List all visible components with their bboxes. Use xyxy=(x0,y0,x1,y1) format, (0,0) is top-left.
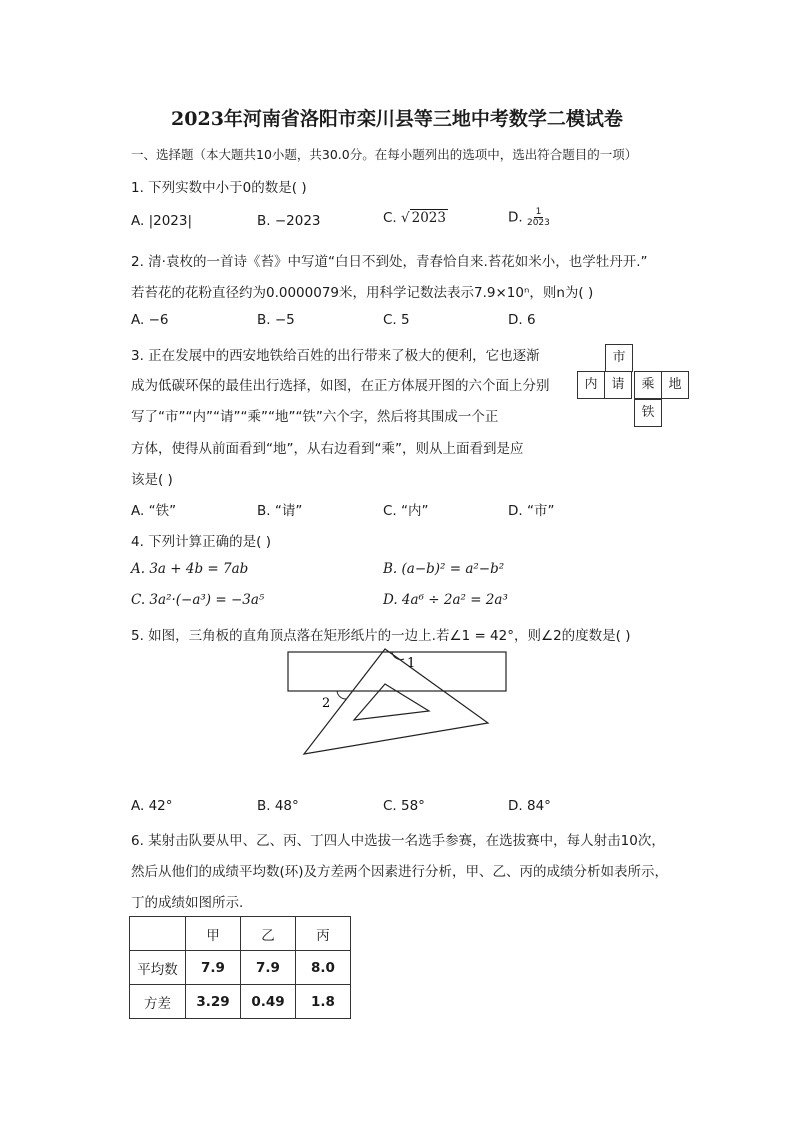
cube-net-figure xyxy=(575,344,690,428)
table-row xyxy=(130,951,351,985)
q5-option-b: B. 48° xyxy=(257,798,299,814)
q2-option-c: C. 5 xyxy=(383,312,410,328)
angle-2-arc xyxy=(337,691,346,699)
net-face-1: 内 xyxy=(577,371,605,399)
table-cell: 7.9 xyxy=(241,951,296,985)
q3-line-4: 方体，使得从前面看到“地”，从右边看到“乘”，则从上面看到是应 xyxy=(131,441,524,457)
q2-option-d: D. 6 xyxy=(508,312,536,328)
table-header-cell: 乙 xyxy=(241,917,296,951)
q4-option-a: A. 3a + 4b = 7ab xyxy=(131,561,249,577)
q4-option-c: C. 3a²·(−a³) = −3a⁵ xyxy=(131,592,265,608)
q1-option-b: B. −2023 xyxy=(257,213,321,229)
q1-option-d xyxy=(508,207,550,228)
net-face-3: 乘 xyxy=(634,371,662,399)
net-face-4: 地 xyxy=(661,371,689,399)
q1-option-d-fraction xyxy=(527,207,550,228)
q2-option-a: A. −6 xyxy=(131,312,169,328)
q5-stem: 5. 如图，三角板的直角顶点落在矩形纸片的一边上.若∠1 = 42°，则∠2的度数是( ) xyxy=(131,628,631,644)
q3-option-c: C. “内” xyxy=(383,503,429,519)
table-cell: 3.29 xyxy=(186,985,241,1019)
q1-option-c-label: C. xyxy=(383,210,397,226)
q3-line-2: 成为低碳环保的最佳出行选择，如图，在正方体展开图的六个面上分别 xyxy=(131,378,550,394)
sqrt-icon: √ 2023 xyxy=(401,210,446,226)
q2-option-b: B. −5 xyxy=(257,312,295,328)
q6-line-1: 6. 某射击队要从甲、乙、丙、丁四人中选拔一名选手参赛，在选拔赛中，每人射击10次， xyxy=(131,833,665,849)
table-cell: 0.49 xyxy=(241,985,296,1019)
table-cell: 1.8 xyxy=(296,985,351,1019)
q5-option-c: C. 58° xyxy=(383,798,425,814)
table-row-label: 平均数 xyxy=(130,951,186,985)
inner-triangle xyxy=(354,684,429,720)
fraction-numerator: 1 xyxy=(535,207,542,217)
q3-option-b: B. “请” xyxy=(257,503,303,519)
table-row-label: 方差 xyxy=(130,985,186,1019)
section-heading: 一、选择题（本大题共10小题，共30.0分。在每小题列出的选项中，选出符合题目的一项） xyxy=(131,147,638,162)
q4-option-d: D. 4a⁶ ÷ 2a² = 2a³ xyxy=(383,592,508,608)
q1-option-c-radicand: 2023 xyxy=(411,210,446,226)
net-face-2: 请 xyxy=(604,371,632,399)
q3-line-5: 该是( ) xyxy=(131,472,173,488)
angle-1-label: 1 xyxy=(407,656,416,671)
net-face-bottom: 铁 xyxy=(634,399,662,427)
q3-line-3: 写了“市”“内”“请”“乘”“地”“铁”六个字，然后将其围成一个正 xyxy=(131,409,499,425)
table-header-cell: 甲 xyxy=(186,917,241,951)
page-title: 2023年河南省洛阳市栾川县等三地中考数学二模试卷 xyxy=(171,108,623,130)
q6-line-3: 丁的成绩如图所示. xyxy=(131,895,244,911)
fraction-denominator: 2023 xyxy=(526,218,550,228)
table-header-cell xyxy=(130,917,186,951)
q1-option-c xyxy=(383,210,448,226)
outer-triangle xyxy=(304,649,488,754)
table-cell: 8.0 xyxy=(296,951,351,985)
q3-option-a: A. “铁” xyxy=(131,503,177,519)
q5-option-d: D. 84° xyxy=(508,798,551,814)
table-cell: 7.9 xyxy=(186,951,241,985)
table-header-row xyxy=(130,917,351,951)
net-face-top: 市 xyxy=(605,344,633,372)
q3-line-1: 3. 正在发展中的西安地铁给百姓的出行带来了极大的便利，它也逐渐 xyxy=(131,348,540,364)
q1-option-a: A. |2023| xyxy=(131,213,193,229)
q1-option-d-label: D. xyxy=(508,209,523,226)
q2-line-1: 2. 清·袁枚的一首诗《苔》中写道“白日不到处，青春恰自来.苔花如米小，也学牡丹开.” xyxy=(131,254,648,270)
table-row xyxy=(130,985,351,1019)
q1-stem: 1. 下列实数中小于0的数是( ) xyxy=(131,180,307,196)
q4-stem: 4. 下列计算正确的是( ) xyxy=(131,534,271,550)
q3-option-d: D. “市” xyxy=(508,503,555,519)
q2-line-2: 若苔花的花粉直径约为0.0000079米，用科学记数法表示7.9×10ⁿ，则n为( ) xyxy=(131,285,594,301)
table-header-cell: 丙 xyxy=(296,917,351,951)
q6-line-2: 然后从他们的成绩平均数(环)及方差两个因素进行分析，甲、乙、丙的成绩分析如表所示， xyxy=(131,864,669,880)
q5-option-a: A. 42° xyxy=(131,798,173,814)
score-analysis-table xyxy=(129,916,351,1019)
q4-option-b: B. (a−b)² = a²−b² xyxy=(383,561,505,577)
angle-2-label: 2 xyxy=(322,696,331,711)
triangle-rectangle-figure xyxy=(280,645,520,763)
